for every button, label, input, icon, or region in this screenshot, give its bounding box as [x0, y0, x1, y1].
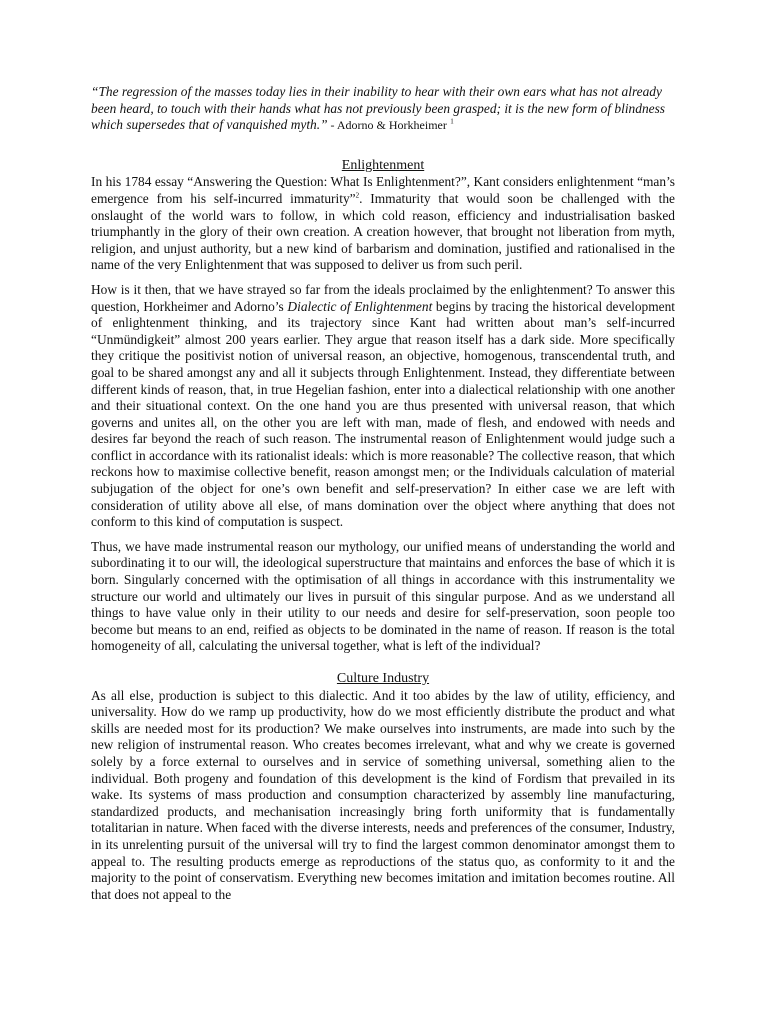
paragraph-enlightenment-2: [91, 282, 675, 531]
footnote-ref-2[interactable]: 2: [355, 191, 360, 200]
paragraph-text: . Immaturity that would soon be challenged with the onslaught of the world wars to follow, in which cold reason, efficiency and industrialisation basked triumphantly in the glory of their own creation. A creation however, that brought not liberation from myth, religion, and unjust authority, but a new kind of barbarism and domination, justified and rationalised in the name of the very Enlightenment that was supposed to deliver us from such peril.: [91, 190, 675, 273]
paragraph-culture-industry-1: As all else, production is subject to this dialectic. And it too abides by the law of utility, efficiency, and universality. How do we ramp up productivity, how do we most efficiently distribute the product and what skills are needed most for its production? We make ourselves into instruments, are made into such by the new religion of instrumental reason. Who creates becomes irrelevant, what and why we create is governed solely by a force external to ourselves and in service of something universal, something alien to the individual. Both progeny and foundation of this development is the kind of Fordism that prevailed in its wake. Its systems of mass production and consumption characterized by assembly line manufacturing, standardized products, and mechanisation increasingly bring forth uniformity that is fundamentally totalitarian in nature. When faced with the diverse interests, needs and preferences of the consumer, Industry, in its unrelenting pursuit of the universal will try to find the largest common denominator amongst them to appeal to. The resulting products emerge as reproductions of the status quo, as conformity to it and the majority to the point of conservatism. Everything new becomes imitation and imitation becomes routine. All that does not appeal to the: [91, 687, 675, 902]
book-title: Dialectic of Enlightenment: [287, 298, 433, 314]
epigraph-quote: “The regression of the masses today lies in their inability to hear with their own ears what has not already been heard, to touch with their hands what has not previously been grasped; it is the new form of blindness which supersedes that of vanquished myth.”: [91, 84, 666, 133]
epigraph-attribution: - Adorno & Horkheimer: [327, 118, 447, 133]
document-page: [91, 84, 675, 903]
paragraph-text: In his 1784 essay “Answering the Question: What Is Enlightenment?”, Kant considers enlightenment “man’s emergence from his self-incurred immaturity”: [91, 174, 675, 206]
paragraph-text: How is it then, that we have strayed so far from the ideals proclaimed by the enlightenment? To answer this question, Horkheimer and Adorno’s: [91, 281, 675, 314]
paragraph-enlightenment-3: Thus, we have made instrumental reason our mythology, our unified means of understanding the world and subordinating it to our will, the ideological superstructure that maintains and enforces the base of which it is born. Singularly concerned with the optimisation of all things in accordance with this instrumentality we structure our world and ultimately our lives in pursuit of this singular purpose. And as we understand all things to have value only in their utility to our needs and desire for self-preservation, soon people too become but means to an end, reified as objects to be dominated in the name of reason. If reason is the total homogeneity of all, calculating the universal together, what is left of the individual?: [91, 538, 675, 654]
paragraph-enlightenment-1: [91, 174, 675, 274]
paragraph-text: begins by tracing the historical development of enlightenment thinking, and its trajectory since Kant had written about man’s self-incurred “Unmündigkeit” almost 200 years earlier. They argue that reason itself has a dark side. More specifically they critique the positivist notion of universal reason, an objective, homogenous, transcendental truth, and goal to be shared amongst any and all it subjects through Enlightenment. Instead, they differentiate between different kinds of reason, that, in true Hegelian fashion, enter into a dialectical relationship with one another and their situational context. On the one hand you are thus presented with universal reason, that which governs and unites all, on the other you are left with man, made of flesh, and endowed with needs and desires far beyond the reach of such reason. The instrumental reason of Enlightenment would judge such a conflict in accordance with its rationalist ideals: which is more reasonable? The collective reason, that which reckons how to maximise collective benefit, reason amongst men; or the Individuals calculation of material subjugation of the object for one’s own benefit and self-preservation? In either case we are left with consideration of utility above all else, of mans domination over the object where anything that does not conform to this kind of computation is suspect.: [91, 298, 676, 530]
section-heading-culture-industry: Culture Industry: [336, 671, 430, 686]
footnote-ref-1[interactable]: 1: [450, 117, 454, 126]
epigraph: [91, 84, 675, 134]
section-heading-enlightenment: Enlightenment: [341, 157, 425, 173]
section-gap: [91, 663, 675, 671]
